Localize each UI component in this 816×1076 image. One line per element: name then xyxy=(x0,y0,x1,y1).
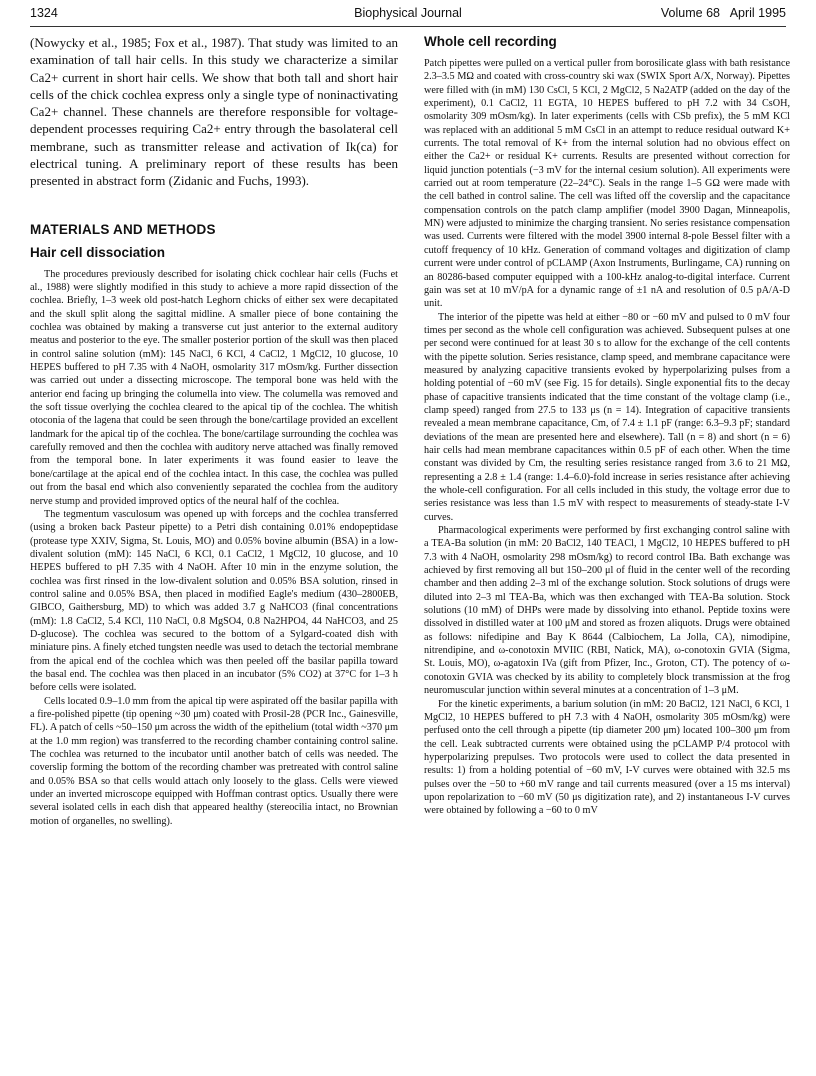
right-column xyxy=(424,34,790,1068)
paragraph: Cells located 0.9–1.0 mm from the apical tip were aspirated off the basilar papilla with a fire-polished pipette (tip opening ~30 μm) coated with Prosil-28 (PCR Inc., Gainesville, FL). A patch of cells ~50–150 μm across the width of the epithelium (total width ~370 μm at the 1.0 mm region) was transferred to the recording chamber containing control saline. The cochlea was returned to the incubator until another batch of cells was needed. The coverslip forming the bottom of the recording chamber was pretreated with control saline and 0.05% BSA so that cells would attach only loosely to the glass. Cells were viewed under an inverted microscope equipped with Hoffman contrast optics. Usually there were several isolated cells in each dish that appeared healthy (stereocilia intact, no Brownian motion of organelles, no swelling). xyxy=(30,695,398,827)
intro-continuation: (Nowycky et al., 1985; Fox et al., 1987). That study was limited to an examination of tall hair cells. In this study we characterize a similar Ca2+ current in short hair cells. We show that both tall and short hair cells of the chick cochlea express only a single type of noninactivating Ca2+ channel. These channels are therefore responsible for voltage-dependent processes requiring Ca2+ entry through the basolateral cell membrane, such as transmitter release and activation of Ik(ca) for electrical tuning. A preliminary report of these results has been presented in abstract form (Zidanic and Fuchs, 1993). xyxy=(30,35,398,189)
subsection-heading-whole-cell: Whole cell recording xyxy=(424,34,557,49)
section-heading-methods: MATERIALS AND METHODS xyxy=(30,221,216,237)
volume-issue: Volume 68 April 1995 xyxy=(660,6,786,20)
paragraph: Patch pipettes were pulled on a vertical puller from borosilicate glass with bath resistance 2.3–3.5 MΩ and coated with cross-country ski wax (SWIX Sport A/X, Norway). Pipettes were filled with (in mM) 130 CsCl, 5 KCl, 2 MgCl2, 5 Na2ATP (added on the day of the experiment), 0.1 CaCl2, 11 EGTA, 10 HEPES buffered to pH 7.2 with 34 CsOH, osmolarity 309 mOsm/kg). In later experiments (cells with CSb prefix), the 5 mM KCl was replaced with an additional 5 mM CsCl in an attempt to reduce residual outward K+ currents. The total removal of K+ from the internal solution had no obvious effect on either the Ca2+ or residual K+ currents. Results are presented without correction for liquid junction potentials (−3 mV for the internal cesium solution). All experiments were carried out at room temperature (22–24°C). Seals in the range 1–5 GΩ were made with the cell bathed in control saline. The cell was lifted off the coverslip and the capacitance compensation controls on the patch clamp amplifier (model 3900 Dagan, Minneapolis, MN) were adjusted to minimize the charging transient. No series resistance compensation was used. Currents were filtered with the model 3900 internal 8-pole Bessel filter with a cutoff frequency of 10 kHz. Generation of command voltages and digitization of clamp current were under control of pCLAMP (Axon Instruments, Burlingame, CA) running on an 80286-based computer equipped with a 100-kHz analog-to-digital interface. Current gain was set at 10 mV/pA for a dynamic range of ±1 nA and resolution of 0.5 pA/A-D unit. xyxy=(424,58,790,310)
paragraph: The procedures previously described for isolating chick cochlear hair cells (Fuchs et al., 1988) were slightly modified in this study to achieve a more rapid dissection of the cochlea. Briefly, 1–3 week old post-hatch Leghorn chicks of either sex were decapitated and the skull split along the sagittal midline. A smaller piece of bone containing the cochlea was obtained by making a transverse cut just anterior to the external auditory meatus and posterior to the eye. The smaller posterior portion of the skull was then placed in control saline solution (mM): 145 NaCl, 6 KCl, 4 CaCl2, 1 MgCl2, 10 glucose, 10 HEPES buffered to pH 7.35 with 4 NaOH, osmolarity 317 mOsm/kg. Further dissection was carried out under a dissecting microscope. The temporal bone was held with the anterior end facing up bringing the columella into view. The columella was removed and the soft tissue overlying the cochlea cleared to the apical tip of the cochlea. The whitish otoconia of the lagena that could be seen through the bone/cartilage provided an excellent landmark for the apical tip of the cochlea. The bone/cartilage surrounding the cochlea was carefully removed and then the cochlea with auditory nerve attached was finally removed from the temporal bone. In later experiments it was found easier to leave the bone/cartilage at the apical end of the cochlea intact. In this case, the cochlea was pulled out from the basal end which also conveniently separated the cochlea from the auditory nerve stump and provided improved optics of the neural half of the cochlea. xyxy=(30,268,398,507)
page-number: 1324 xyxy=(30,6,58,20)
paragraph: For the kinetic experiments, a barium solution (in mM: 20 BaCl2, 121 NaCl, 6 KCl, 1 MgCl2, 10 HEPES buffered to pH 7.3 with 4 NaOH, osmolarity 305 mOsm/kg) were perfused onto the cell through a pipette (tip diameter 200 μm) located 100–300 μm from the cell. Leak subtracted currents were obtained using the pCLAMP P/4 protocol with hyperpolarizing prepulses. Two protocols were used to collect the data presented in results: 1) from a holding potential of −60 mV, I-V curves were obtained with 32.5 ms pulses over the −50 to +60 mV range and tail currents measured (over a 15 ms interval) upon repolarization to −60 mV (50 μs digitization rate), and 2) instantaneous I-V curves were obtained by following a −60 to 0 mV xyxy=(424,698,790,817)
paragraph: The interior of the pipette was held at either −80 or −60 mV and pulsed to 0 mV four times per second as the whole cell configuration was achieved. Subsequent pulses at one per second were continued for at least 30 s to allow for the exchange of the cell contents with the pipette solution. Series resistance, clamp speed, and membrane capacitance were measured by analyzing capacitive transients evoked by hyperpolarizing pulses from a holding potential of −60 mV (see Fig. 15 for details). Single exponential fits to the decay phase of capacitive transients indicated that the time constant of the voltage clamp (i.e., clamp speed) ranged from 27.5 to 133 μs (n = 14). Integration of capacitive transients revealed a mean membrane capacitance, Cm, of 7.4 ± 1.1 pF (range: 6.3–9.3 pF; standard deviations of the mean are presented here and elsewhere). Tall (n = 8) and short (n = 6) hair cells had mean membrane capacitances within 0.5 pF of each other. When the time constant was divided by Cm, the resulting series resistance ranged from 3.6 to 21 MΩ, representing a 2.8 ± 1.4 (range: 1.4–6.0)-fold increase in series resistance after achieving the whole-cell configuration. For all cells included in this study, the voltage error due to series resistance was less than 1.5 mV with respect to measurements of steady-state I-V curves. xyxy=(424,311,790,523)
paragraph: The tegmentum vasculosum was opened up with forceps and the cochlea transferred (using a broken back Pasteur pipette) to a Petri dish containing 0.01% endopeptidase (protease type XXIV, Sigma, St. Louis, MO) and 0.05% bovine albumin (BSA) in a low-divalent solution (mM): 145 NaCl, 6 KCl, 0.1 CaCl2, 1 MgCl2, 10 glucose, and 10 HEPES buffered to pH 7.35 with 4 NaOH. After 10 min in the enzyme solution, the cochlea was first rinsed in the low-divalent solution and 0.05% BSA solution, rinsed in control saline and 0.05% BSA, then placed in modified Eagle's medium (430–2800EB, GIBCO, Gaithersburg, MD) to which was added 3.7 g NaHCO3 (final concentrations (mM): 1.8 CaCl2, 5.4 KCl, 110 NaCl, 0.8 MgSO4, 0.8 Na2HPO4, 44 NaHCO3, and 25 D-glucose). The cochlea was secured to the bottom of a Sylgard-coated dish with miniature pins. A finely etched tungsten needle was used to detach the tectorial membrane from the apical end of the cochlea which was then peeled off the basilar papilla toward the basal end. The cochlea was then placed in an incubator (5% CO2) at 37°C for 1–3 h before cells were isolated. xyxy=(30,508,398,694)
page-header xyxy=(30,6,786,24)
journal-title: Biophysical Journal xyxy=(354,6,462,20)
left-column xyxy=(30,34,398,1068)
subsection-heading-dissociation: Hair cell dissociation xyxy=(30,244,166,260)
paragraph: Pharmacological experiments were performed by first exchanging control saline with a TEA-Ba solution (in mM: 20 BaCl2, 140 TEACl, 1 MgCl2, 10 HEPES buffered to pH 7.3 with 4 NaOH, osmolarity 298 mOsm/kg) to record control IBa. Bath exchange was achieved by first removing all but 150–200 μl of fluid in the center well of the recording chamber and then adding 2–3 ml of the exchange solution. Stock solutions of drugs were diluted into 2–3 ml TEA-Ba, which was then exchanged with TEA-Ba solution. Stock solutions (10 mM) of DHPs were made by dissolving into ethanol. Peptide toxins were dissolved in distilled water at 100 μM and stored as frozen aliquots. Drugs were obtained as follows: nifedipine and Bay K 8644 (Calbiochem, La Jolla, CA), nimodipine, nitrendipine, and ω-conotoxin MVIIC (RBI, Natick, MA), ω-conotoxin GVIA (Sigma, St. Louis, MO), ω-agatoxin IVa (gift from Pfizer, Inc., Groton, CT). The potency of ω-conotoxin GVIA was checked by its ability to completely block transmission at the frog neuromuscular junction within several minutes at a concentration of 1–3 μM. xyxy=(424,525,790,697)
header-rule xyxy=(30,26,786,27)
